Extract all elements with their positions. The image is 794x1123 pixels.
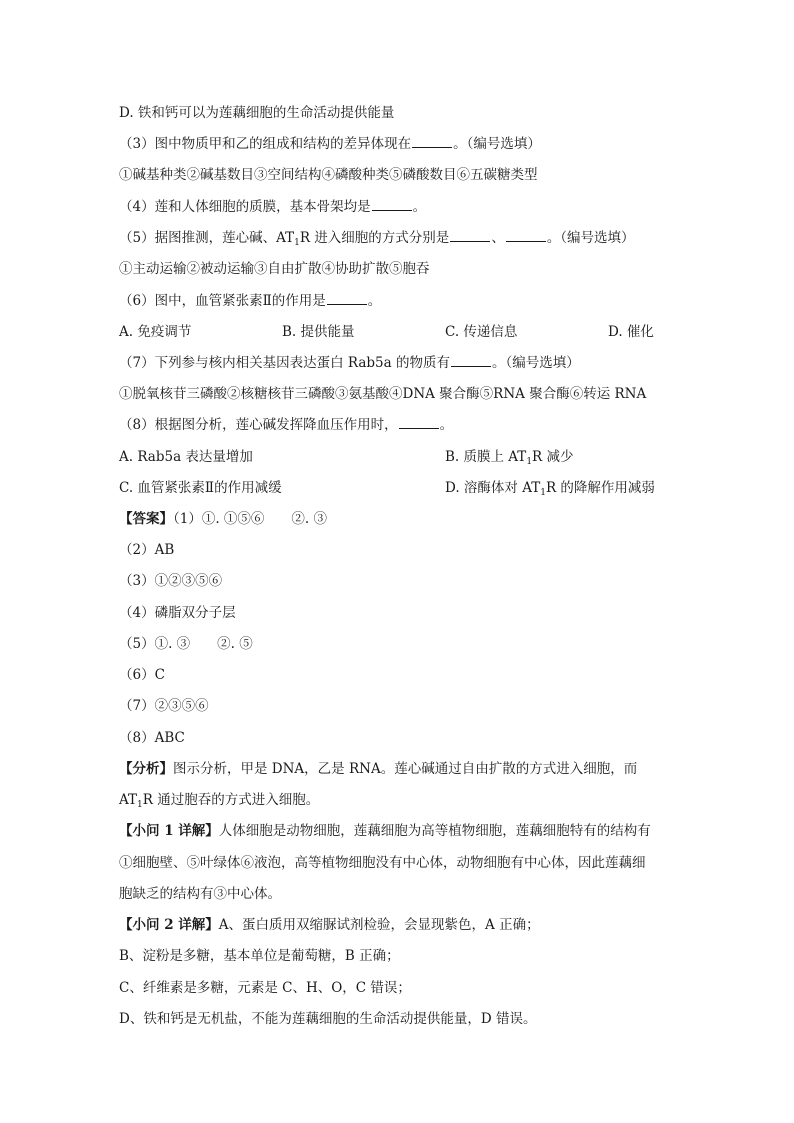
text: A、蛋白质用双缩脲试剂检验，会显现紫色，A 正确； — [218, 917, 540, 933]
q8-option-d — [445, 479, 655, 497]
detail1-line-2: ①细胞壁、⑤叶绿体⑥液泡，高等植物细胞没有中心体，动物细胞有中心体，因此莲藕细 — [119, 855, 646, 871]
text: ①碱基种类②碱基数目③空间结构④磷酸种类⑤磷酸数目⑥五碳糖类型 — [119, 167, 538, 183]
text: （5）据图推测，莲心碱、AT — [119, 230, 295, 246]
detail2-label: 【小问 2 详解】 — [119, 917, 219, 933]
q6-option-d: D. 催化 — [608, 324, 654, 340]
q6-option-a: A. 免疫调节 — [119, 324, 192, 340]
question-7 — [119, 354, 580, 372]
text: D. 铁和钙可以为莲藕细胞的生命活动提供能量 — [119, 105, 395, 121]
question-5-options — [119, 260, 430, 278]
q8-option-a: A. Rab5a 表达量增加 — [119, 449, 253, 465]
text: 。（编号选填） — [491, 355, 580, 371]
text: ①脱氧核苷三磷酸②核糖核苷三磷酸③氨基酸④DNA 聚合酶⑤RNA 聚合酶⑥转运 RNA — [119, 386, 647, 402]
text: （6）图中，血管紧张素Ⅱ的作用是 — [119, 293, 326, 309]
text: 人体细胞是动物细胞，莲藕细胞为高等植物细胞，莲藕细胞特有的结构有 — [218, 823, 651, 839]
answer-1 — [119, 510, 327, 528]
text: 。 — [439, 417, 454, 433]
question-4 — [119, 198, 426, 216]
answer-3: （3）①②③⑤⑥ — [119, 573, 223, 589]
text: 。（编号选填） — [546, 230, 635, 246]
text: AT — [119, 792, 138, 808]
text: （3）图中物质甲和乙的组成和结构的差异体现在 — [119, 136, 412, 152]
analysis-label: 【分析】 — [119, 761, 173, 777]
question-8 — [119, 416, 453, 434]
answer-6: （6）C — [119, 667, 165, 683]
answer-blank — [450, 229, 490, 242]
q6-option-c: C. 传递信息 — [445, 324, 518, 340]
text: B. 质膜上 AT — [445, 449, 527, 465]
answer-5: （5）①. ③ ②. ⑤ — [119, 636, 253, 652]
answer-7: （7）②③⑤⑥ — [119, 698, 209, 714]
text: 。 — [412, 199, 427, 215]
subscript: 1 — [137, 800, 143, 810]
text: R 进入细胞的方式分别是 — [299, 230, 450, 246]
detail2-line-4: D、铁和钙是无机盐，不能为莲藕细胞的生命活动提供能量，D 错误。 — [119, 1011, 537, 1027]
text: （8）根据图分析，莲心碱发挥降血压作用时， — [119, 417, 398, 433]
text: D. 溶酶体对 AT — [445, 480, 541, 496]
answer-label: 【答案】 — [119, 511, 173, 527]
question-3 — [119, 135, 541, 153]
subscript: 1 — [526, 457, 533, 467]
q6-option-b: B. 提供能量 — [282, 324, 355, 340]
option-d-line — [119, 104, 394, 122]
text: 、 — [491, 230, 505, 246]
text: 图示分析，甲是 DNA，乙是 RNA。莲心碱通过自由扩散的方式进入细胞，而 — [173, 761, 638, 777]
text: ①主动运输②被动运输③自由扩散④协助扩散⑤胞吞 — [119, 261, 430, 277]
answer-blank — [506, 229, 546, 242]
answer-blank — [372, 198, 412, 211]
text: R 通过胞吞的方式进入细胞。 — [142, 792, 320, 808]
subscript: 1 — [294, 238, 300, 248]
question-3-options — [119, 166, 538, 184]
answer-blank — [327, 292, 367, 305]
question-6 — [119, 292, 381, 310]
text: 。 — [367, 293, 382, 309]
answer-2: （2）AB — [119, 542, 175, 558]
answer-blank — [451, 354, 491, 367]
detail1-line-1 — [119, 822, 651, 840]
text: （1）①. ①⑤⑥ ②. ③ — [173, 511, 328, 527]
text: 。（编号选填） — [453, 136, 541, 152]
detail1-line-3: 胞缺乏的结构有③中心体。 — [119, 886, 281, 902]
analysis-line-1 — [119, 760, 637, 778]
text: R 减少 — [532, 449, 574, 465]
answer-blank — [399, 416, 439, 429]
question-7-options — [119, 385, 646, 403]
subscript: 1 — [540, 488, 546, 498]
q8-option-b — [445, 448, 574, 466]
detail2-line-3: C、纤维素是多糖，元素是 C、H、O，C 错误； — [119, 980, 411, 996]
question-5 — [119, 229, 635, 247]
text: R 的降解作用减弱 — [545, 480, 655, 496]
answer-8: （8）ABC — [119, 730, 185, 746]
q8-option-c: C. 血管紧张素Ⅱ的作用减缓 — [119, 480, 282, 496]
answer-4: （4）磷脂双分子层 — [119, 605, 236, 621]
answer-blank — [412, 135, 452, 148]
analysis-line-2 — [119, 791, 319, 809]
detail2-line-2: B、淀粉是多糖，基本单位是葡萄糖，B 正确； — [119, 948, 400, 964]
detail1-label: 【小问 1 详解】 — [119, 823, 219, 839]
detail2-line-1 — [119, 916, 540, 934]
text: （7）下列参与核内相关基因表达蛋白 Rab5a 的物质有 — [119, 355, 450, 371]
text: （4）莲和人体细胞的质膜，基本骨架均是 — [119, 199, 371, 215]
